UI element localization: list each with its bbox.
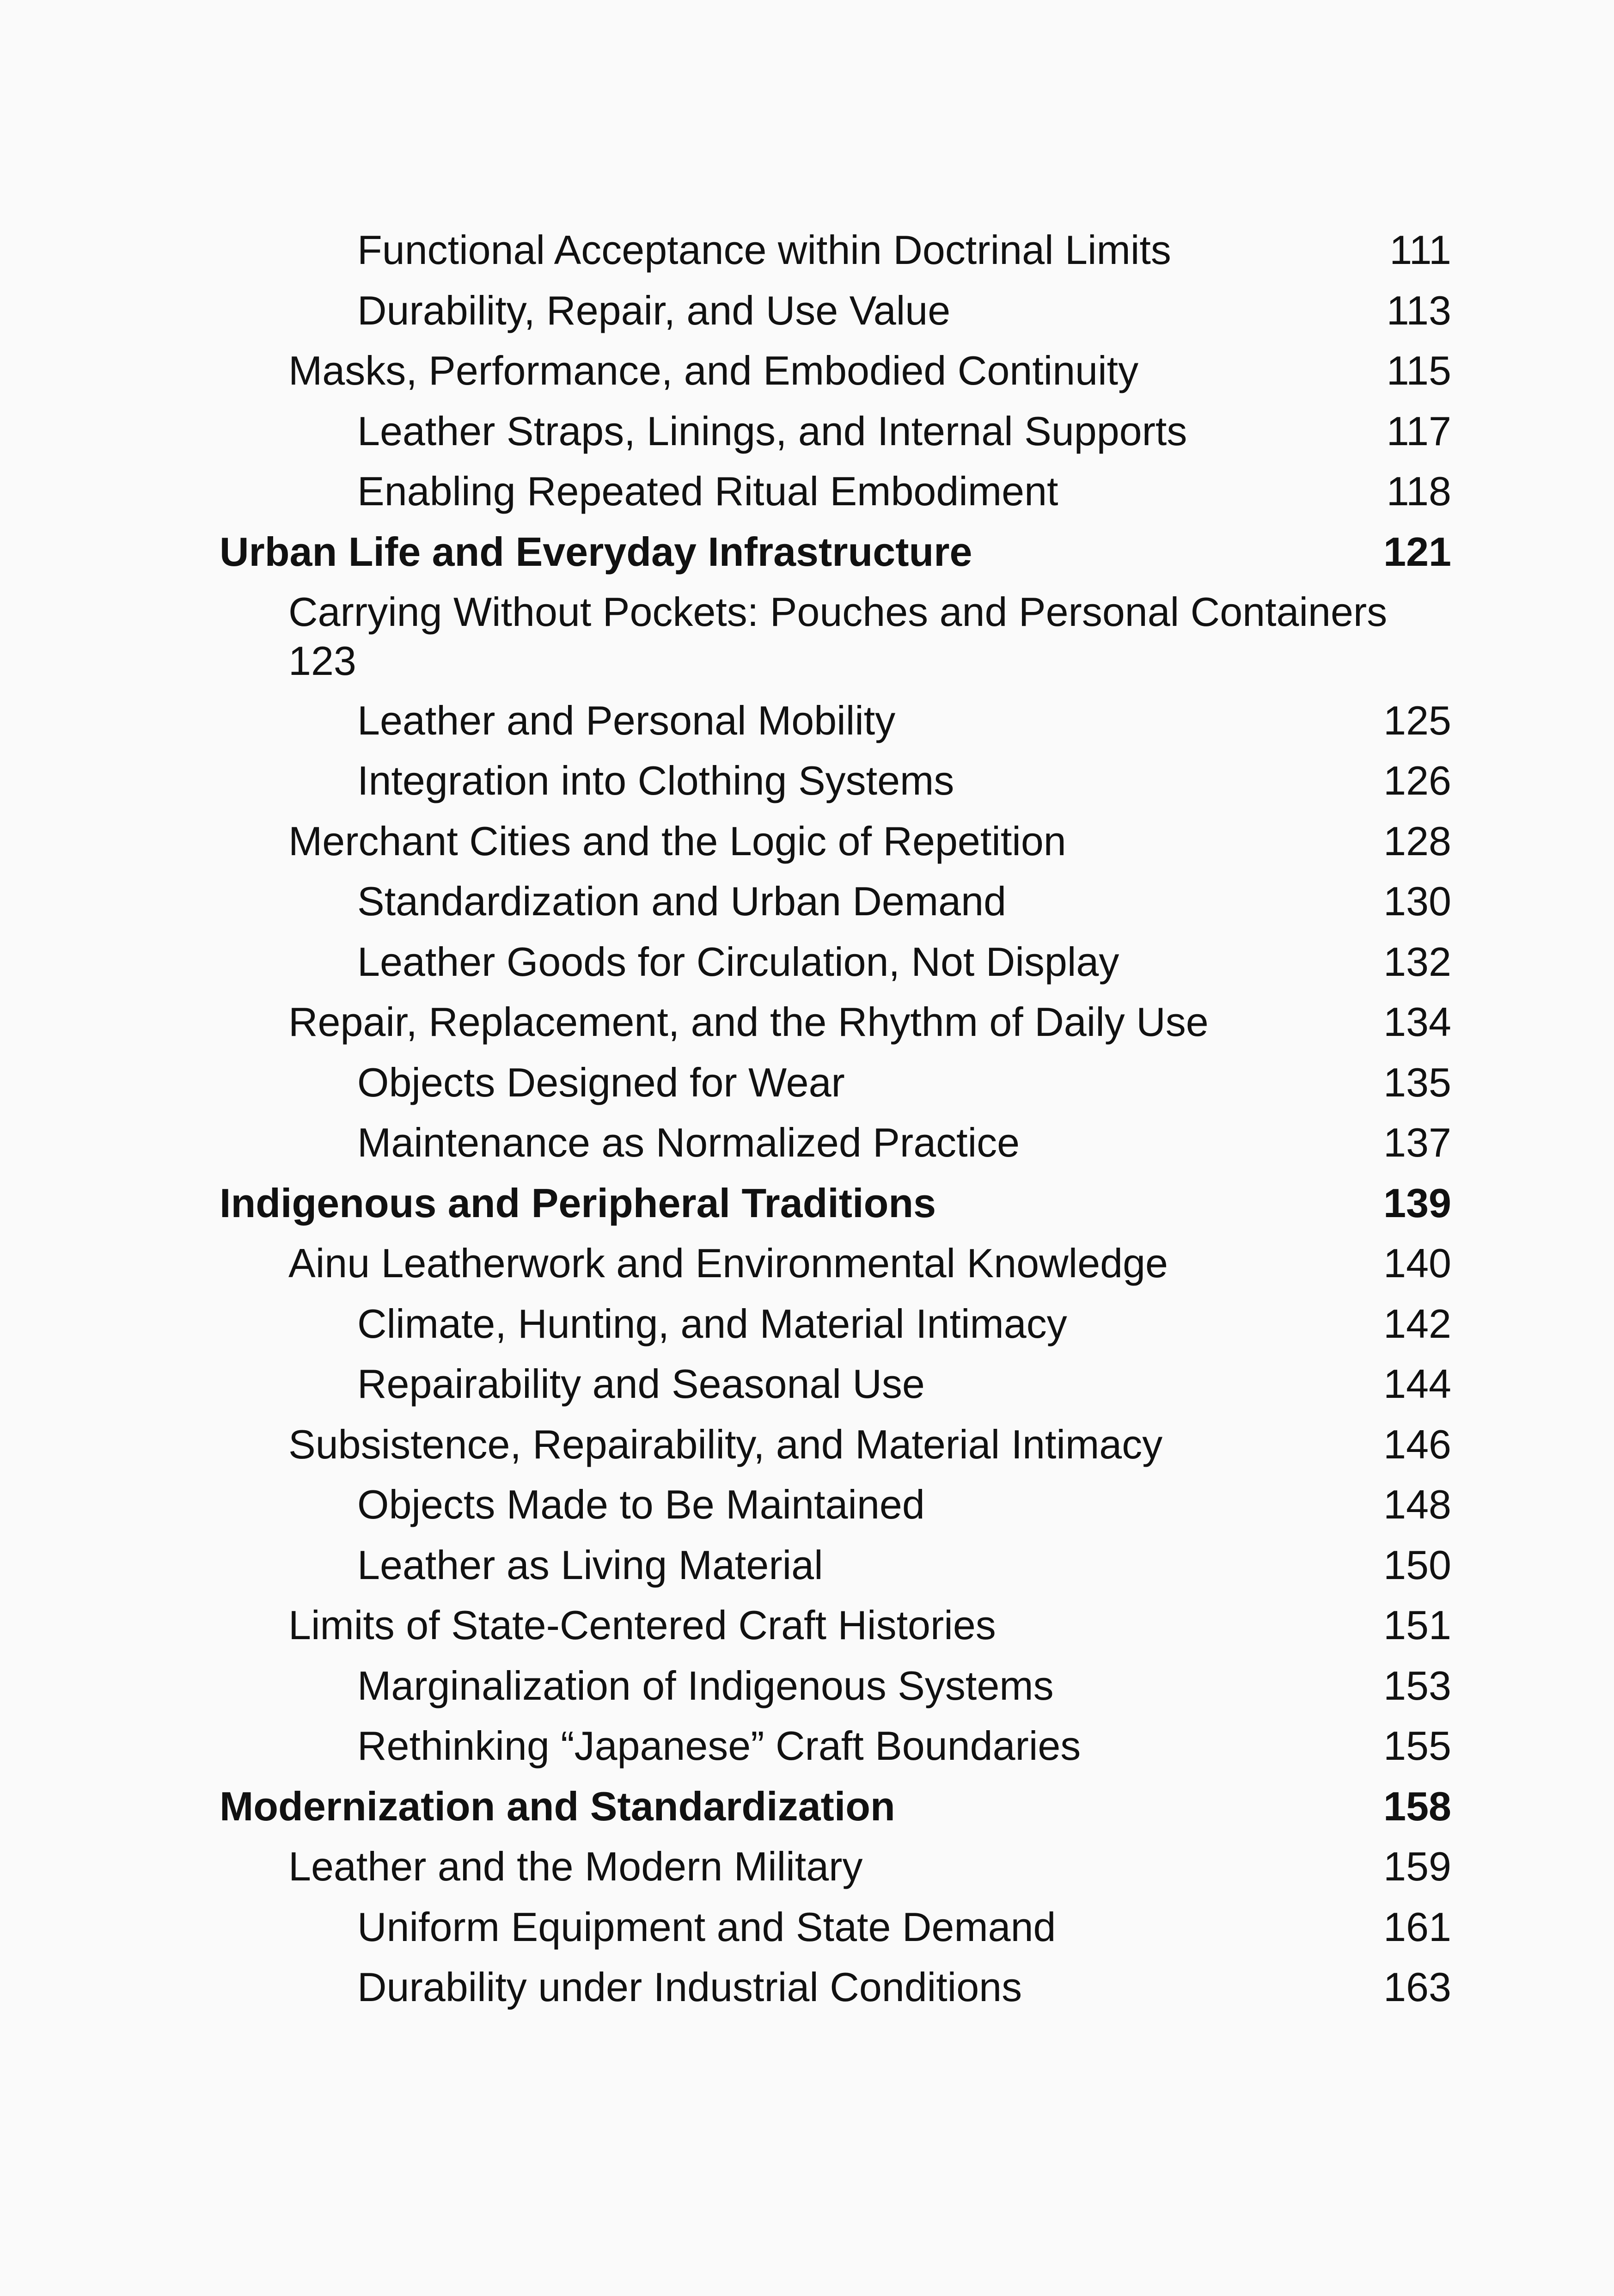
toc-page-number: 161 — [1383, 1904, 1451, 1950]
toc-entry-title: Subsistence, Repairability, and Material Intimacy — [288, 1421, 1163, 1467]
toc-entry-title: Limits of State-Centered Craft Histories — [288, 1602, 996, 1648]
toc-entry-title: Leather and the Modern Military — [288, 1843, 863, 1889]
toc-page-number: 163 — [1383, 1964, 1451, 2010]
toc-page-number: 128 — [1383, 818, 1451, 864]
toc-entry-title: Integration into Clothing Systems — [357, 758, 954, 803]
toc-entry-title: Durability, Repair, and Use Value — [357, 288, 951, 333]
toc-entry-title: Leather as Living Material — [357, 1542, 823, 1588]
toc-page-number: 155 — [1383, 1723, 1451, 1769]
toc-page-number: 111 — [1389, 227, 1451, 273]
toc-page-number: 140 — [1383, 1240, 1451, 1286]
toc-entry-title: Leather Straps, Linings, and Internal Supports — [357, 408, 1187, 454]
toc-page-number: 150 — [1383, 1542, 1451, 1588]
toc-page-number: 118 — [1386, 468, 1451, 514]
toc-entry-title: Carrying Without Pockets: Pouches and Personal Containers — [288, 589, 1388, 635]
toc-page-number: 148 — [1383, 1482, 1451, 1527]
toc-page-number: 123 — [288, 638, 356, 684]
toc-page-number: 125 — [1383, 698, 1451, 743]
toc-entry-title: Standardization and Urban Demand — [357, 878, 1007, 924]
toc-page-number: 146 — [1383, 1421, 1451, 1467]
toc-entry-title: Leather and Personal Mobility — [357, 698, 896, 743]
toc-entry-title: Urban Life and Everyday Infrastructure — [220, 529, 972, 575]
toc-page-number: 153 — [1383, 1663, 1451, 1708]
toc-entry-title: Maintenance as Normalized Practice — [357, 1120, 1020, 1165]
toc-page-number: 121 — [1383, 529, 1451, 575]
toc-entry-title: Repairability and Seasonal Use — [357, 1361, 925, 1407]
toc-entry-title: Objects Designed for Wear — [357, 1059, 845, 1105]
toc-page-number: 126 — [1383, 758, 1451, 803]
toc-page-number: 132 — [1383, 939, 1451, 985]
toc-page-number: 159 — [1383, 1843, 1451, 1889]
toc-page-number: 137 — [1383, 1120, 1451, 1165]
toc-entry-title: Marginalization of Indigenous Systems — [357, 1663, 1054, 1708]
toc-page-number: 135 — [1383, 1059, 1451, 1105]
toc-entry-title: Uniform Equipment and State Demand — [357, 1904, 1056, 1950]
toc-entry-title: Rethinking “Japanese” Craft Boundaries — [357, 1723, 1081, 1769]
toc-page-number: 115 — [1386, 348, 1451, 393]
toc-page-number: 134 — [1383, 999, 1451, 1045]
toc-entry-title: Leather Goods for Circulation, Not Display — [357, 939, 1119, 985]
toc-page-number: 158 — [1383, 1783, 1451, 1829]
toc-entry-title: Climate, Hunting, and Material Intimacy — [357, 1301, 1067, 1347]
toc-entry-title: Durability under Industrial Conditions — [357, 1964, 1022, 2010]
toc-page-number: 144 — [1383, 1361, 1451, 1407]
toc-entry-title: Merchant Cities and the Logic of Repetition — [288, 818, 1066, 864]
toc-page-number: 142 — [1383, 1301, 1451, 1347]
toc-entry-title: Modernization and Standardization — [220, 1783, 895, 1829]
toc-entry-title: Functional Acceptance within Doctrinal Limits — [357, 227, 1171, 273]
toc-entry-title: Repair, Replacement, and the Rhythm of Daily Use — [288, 999, 1209, 1045]
toc-entry-title: Masks, Performance, and Embodied Continuity — [288, 348, 1139, 393]
toc-entry-title: Ainu Leatherwork and Environmental Knowledge — [288, 1240, 1168, 1286]
toc-page-number: 130 — [1383, 878, 1451, 924]
toc-entry-title: Objects Made to Be Maintained — [357, 1482, 925, 1527]
toc-page-number: 139 — [1383, 1180, 1451, 1226]
toc-page-number: 113 — [1386, 288, 1451, 333]
toc-page-number: 151 — [1383, 1602, 1451, 1648]
toc-entry-title: Enabling Repeated Ritual Embodiment — [357, 468, 1058, 514]
toc-entry-title: Indigenous and Peripheral Traditions — [220, 1180, 936, 1226]
toc-page-number: 117 — [1386, 408, 1451, 454]
